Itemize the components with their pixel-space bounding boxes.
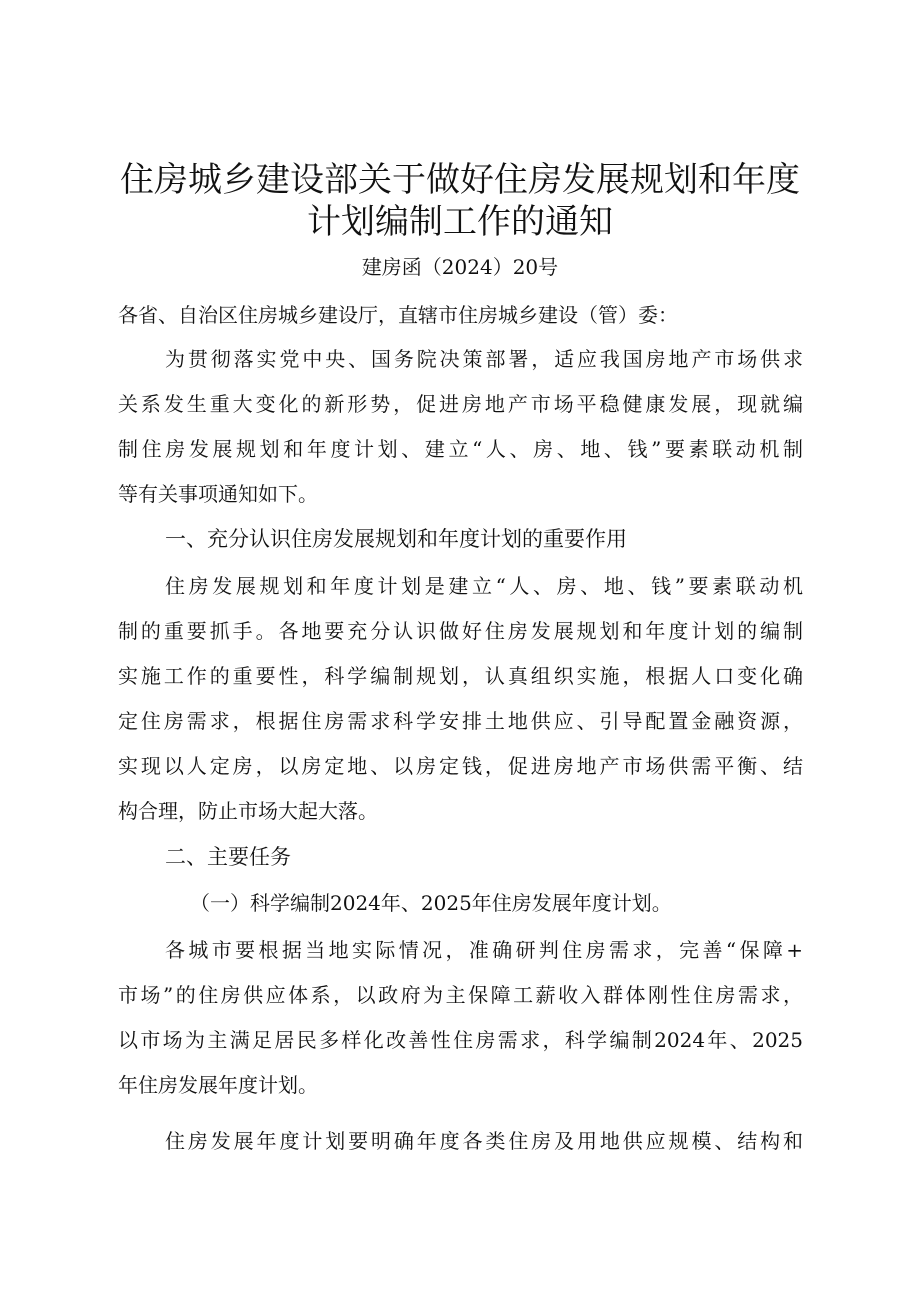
- intro-line-1: 为贯彻落实党中央、国务院决策部署，适应我国房地产市场供求: [165, 347, 803, 371]
- section-heading-2: 二、主要任务: [165, 845, 291, 869]
- section-heading-1: 一、充分认识住房发展规划和年度计划的重要作用: [165, 527, 627, 551]
- section-1-line-6: 构合理，防止市场大起大落。: [118, 799, 378, 823]
- section-2a-line-2: 市场”的住房供应体系，以政府为主保障工薪收入群体刚性住房需求，: [118, 983, 803, 1007]
- subheading-1: （一）科学编制2024年、2025年住房发展年度计划。: [190, 891, 672, 915]
- section-1-line-2: 制的重要抓手。各地要充分认识做好住房发展规划和年度计划的编制: [118, 619, 803, 643]
- section-1-line-3: 实施工作的重要性，科学编制规划，认真组织实施，根据人口变化确: [118, 664, 803, 688]
- section-2a-line-4: 年住房发展年度计划。: [118, 1073, 318, 1097]
- document-number: 建房函（2024）20号: [361, 255, 559, 279]
- salutation: 各省、自治区住房城乡建设厅，直辖市住房城乡建设（管）委：: [118, 303, 678, 327]
- document-title-line-1: 住房城乡建设部关于做好住房发展规划和年度: [120, 160, 800, 200]
- section-2a-line-1: 各城市要根据当地实际情况，准确研判住房需求，完善“保障+: [165, 938, 803, 962]
- section-1-line-1: 住房发展规划和年度计划是建立“人、房、地、钱”要素联动机: [165, 574, 803, 598]
- document-title-line-2: 计划编制工作的通知: [307, 202, 613, 242]
- section-2a-line-3: 以市场为主满足居民多样化改善性住房需求，科学编制2024年、2025: [118, 1028, 803, 1052]
- section-2b-line-1: 住房发展年度计划要明确年度各类住房及用地供应规模、结构和: [165, 1129, 803, 1153]
- intro-line-3: 制住房发展规划和年度计划、建立“人、房、地、钱”要素联动机制: [118, 437, 803, 461]
- intro-line-4: 等有关事项通知如下。: [118, 482, 318, 506]
- intro-line-2: 关系发生重大变化的新形势，促进房地产市场平稳健康发展，现就编: [118, 392, 803, 416]
- section-1-line-4: 定住房需求，根据住房需求科学安排土地供应、引导配置金融资源，: [118, 709, 803, 733]
- section-1-line-5: 实现以人定房，以房定地、以房定钱，促进房地产市场供需平衡、结: [118, 754, 803, 778]
